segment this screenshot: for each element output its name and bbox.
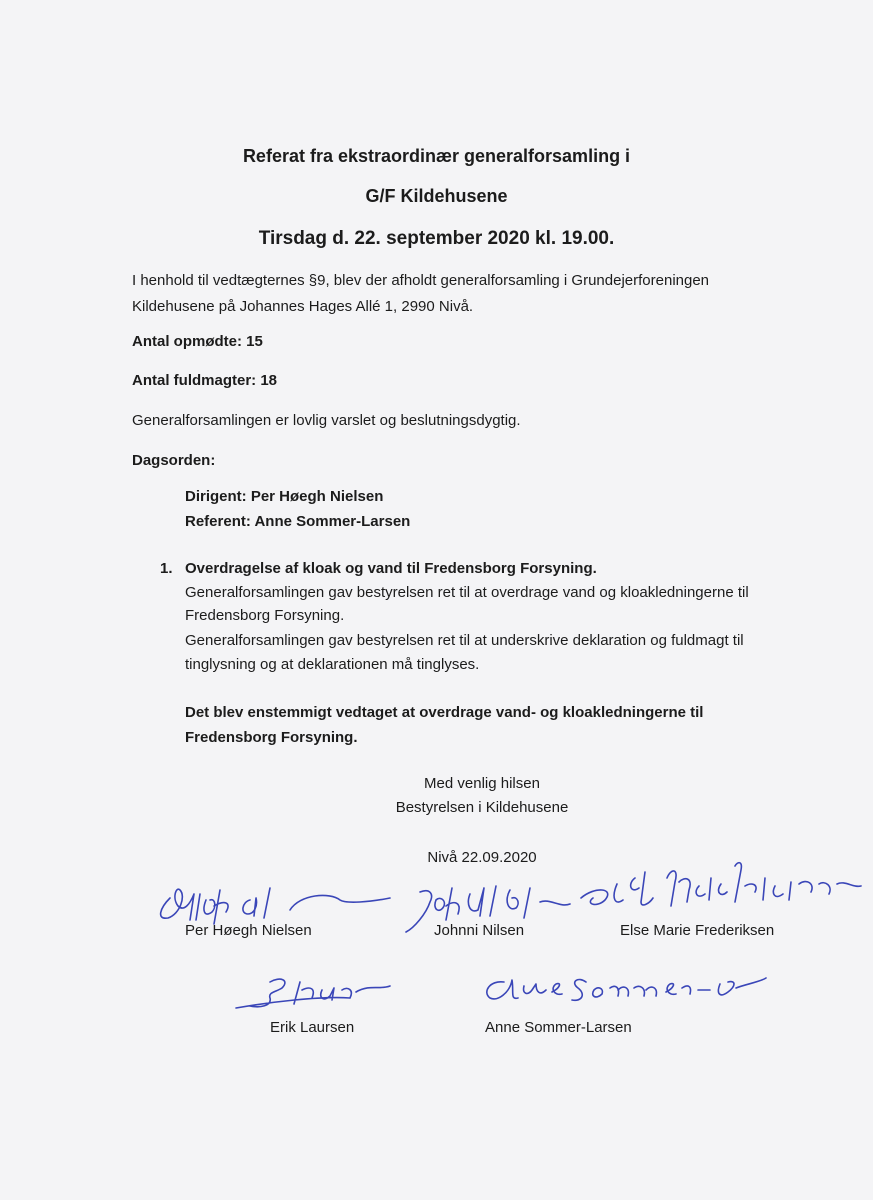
association-name: G/F Kildehusene [365, 186, 508, 206]
agenda-item-line: tinglysning og at deklarationen må tinglyses. [185, 656, 480, 673]
agenda-item-line: Generalforsamlingen gav bestyrelsen ret til at underskrive deklaration og fuldmagt til [185, 632, 744, 649]
signatory-name: Johnni Nilsen [434, 922, 525, 939]
document-title: Referat fra ekstraordinær generalforsamling i [242, 146, 631, 166]
agenda-minutes-taker: Referent: Anne Sommer-Larsen [185, 513, 411, 530]
agenda-item-line: Fredensborg Forsyning. [185, 607, 345, 624]
signatory-name: Erik Laursen [270, 1019, 355, 1036]
place-and-date: Nivå 22.09.2020 [427, 849, 537, 866]
agenda-item-number: 1. [160, 560, 173, 577]
agenda-chair: Dirigent: Per Høegh Nielsen [185, 488, 384, 505]
intro-line-1: I henhold til vedtægternes §9, blev der afholdt generalforsamling i Grundejerforeningen [132, 272, 710, 289]
signature-anne-sommer-larsen [470, 962, 770, 1022]
signature-erik-laursen [230, 968, 410, 1018]
intro-line-2: Kildehusene på Johannes Hages Allé 1, 2990 Nivå. [132, 298, 474, 315]
closing-greeting: Med venlig hilsen [424, 775, 540, 792]
closing-sender: Bestyrelsen i Kildehusene [395, 799, 569, 816]
legal-notice: Generalforsamlingen er lovlig varslet og beslutningsdygtig. [132, 412, 521, 429]
attendance-proxies: Antal fuldmagter: 18 [132, 372, 278, 389]
signature-else-marie-frederiksen [575, 858, 865, 928]
signatory-name: Per Høegh Nielsen [185, 922, 312, 939]
resolution-line-2: Fredensborg Forsyning. [185, 729, 358, 746]
attendance-present: Antal opmødte: 15 [132, 333, 263, 350]
signatory-name: Else Marie Frederiksen [620, 922, 775, 939]
agenda-item-title: Overdragelse af kloak og vand til Fredensborg Forsyning. [185, 560, 597, 577]
signatory-name: Anne Sommer-Larsen [485, 1019, 632, 1036]
resolution-line-1: Det blev enstemmigt vedtaget at overdrage vand- og kloakledningerne til [185, 704, 704, 721]
meeting-date: Tirsdag d. 22. september 2020 kl. 19.00. [258, 228, 615, 249]
agenda-item-line: Generalforsamlingen gav bestyrelsen ret til at overdrage vand og kloakledningerne til [185, 584, 749, 601]
agenda-heading: Dagsorden: [132, 452, 216, 469]
